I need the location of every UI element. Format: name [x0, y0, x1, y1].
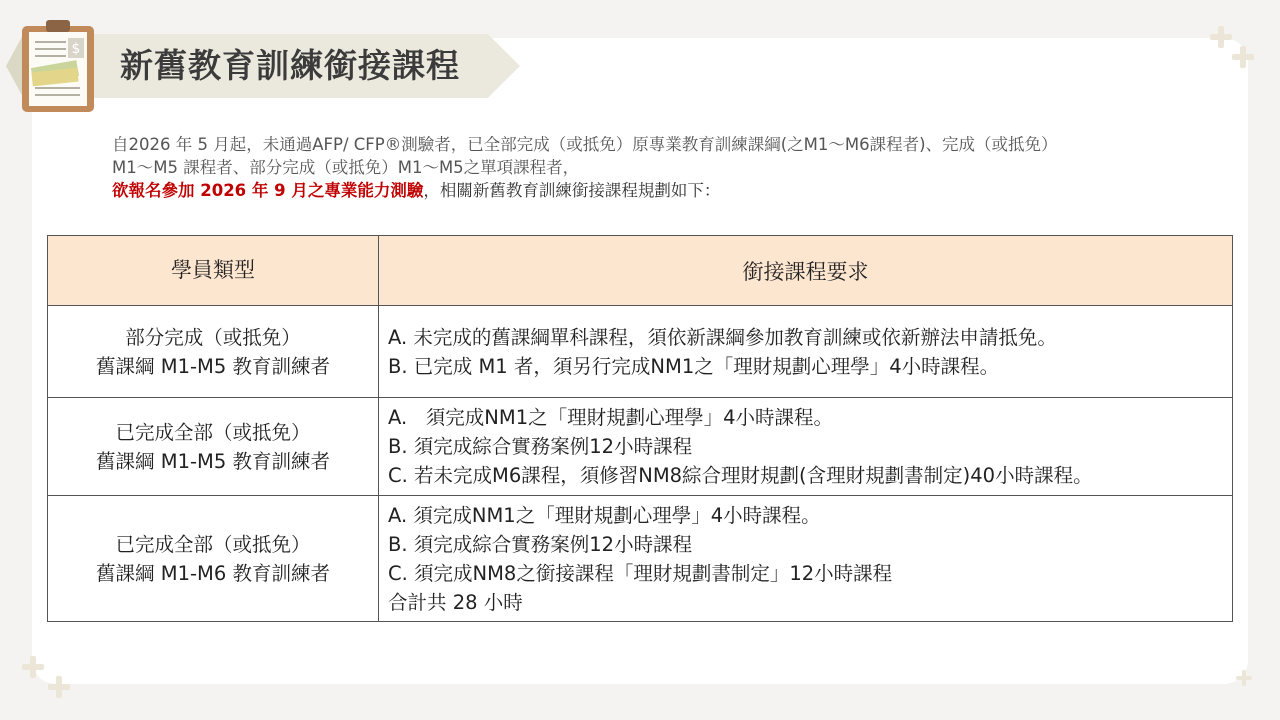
requirement-item: B. 須完成綜合實務案例12小時課程: [388, 532, 693, 556]
student-type-cell: [48, 496, 379, 622]
plus-decoration-icon: [1210, 26, 1232, 48]
requirement-item: B. 須完成綜合實務案例12小時課程: [388, 435, 693, 458]
page-title: 新舊教育訓練銜接課程: [120, 46, 460, 85]
student-type-line: 部分完成（或抵免）: [125, 325, 301, 349]
header-student-type: 學員類型: [48, 236, 379, 306]
clipboard-icon: [18, 18, 98, 114]
requirements-cell: [379, 306, 1233, 398]
intro-line-3-rest: ，相關新舊教育訓練銜接課程規劃如下：: [423, 181, 721, 200]
table-row: [48, 306, 1233, 398]
requirement-item: B. 已完成 M1 者，須另行完成NM1之「理財規劃心理學」4小時課程。: [388, 354, 1000, 378]
requirement-item: A. 未完成的舊課綱單科課程，須依新課綱參加教育訓練或依新辦法申請抵免。: [388, 325, 1057, 349]
requirement-item: C. 若未完成M6課程，須修習NM8綜合理財規劃(含理財規劃書制定)40小時課程。: [388, 464, 1093, 487]
intro-line-2: M1～M5 課程者、部分完成（或抵免）M1～M5之單項課程者，: [112, 158, 580, 177]
requirements-cell: [379, 496, 1233, 622]
intro-highlight: 欲報名參加 2026 年 9 月之專業能力測驗: [112, 181, 424, 200]
table-row: [48, 496, 1233, 622]
requirement-total: 合計共 28 小時: [388, 590, 523, 614]
table-header-row: [48, 236, 1233, 306]
header-requirements: 銜接課程要求: [379, 236, 1233, 306]
student-type-cell: [48, 398, 379, 496]
plus-decoration-icon: [1236, 670, 1252, 686]
student-type-line: 舊課綱 M1-M5 教育訓練者: [96, 449, 330, 473]
transition-course-table: [47, 235, 1233, 622]
intro-text: [112, 133, 1212, 202]
requirements-cell: [379, 398, 1233, 496]
requirement-item: C. 須完成NM8之銜接課程「理財規劃書制定」12小時課程: [388, 561, 893, 585]
plus-decoration-icon: [48, 676, 70, 698]
svg-text:$: $: [71, 41, 81, 57]
student-type-line: 已完成全部（或抵免）: [115, 532, 311, 556]
plus-decoration-icon: [22, 656, 44, 678]
plus-decoration-icon: [1232, 46, 1254, 68]
requirement-item: A. 須完成NM1之「理財規劃心理學」4小時課程。: [388, 406, 834, 429]
table-row: [48, 398, 1233, 496]
intro-line-1: 自2026 年 5 月起，未通過AFP/ CFP®測驗者，已全部完成（或抵免）原專業教育訓練課綱(之M1～M6課程者)、完成（或抵免）: [112, 135, 1058, 154]
intro-line-3: [112, 179, 1212, 202]
student-type-line: 舊課綱 M1-M5 教育訓練者: [96, 354, 330, 378]
student-type-line: 已完成全部（或抵免）: [115, 420, 311, 444]
student-type-cell: [48, 306, 379, 398]
requirement-item: A. 須完成NM1之「理財規劃心理學」4小時課程。: [388, 503, 821, 527]
student-type-line: 舊課綱 M1-M6 教育訓練者: [96, 561, 330, 585]
